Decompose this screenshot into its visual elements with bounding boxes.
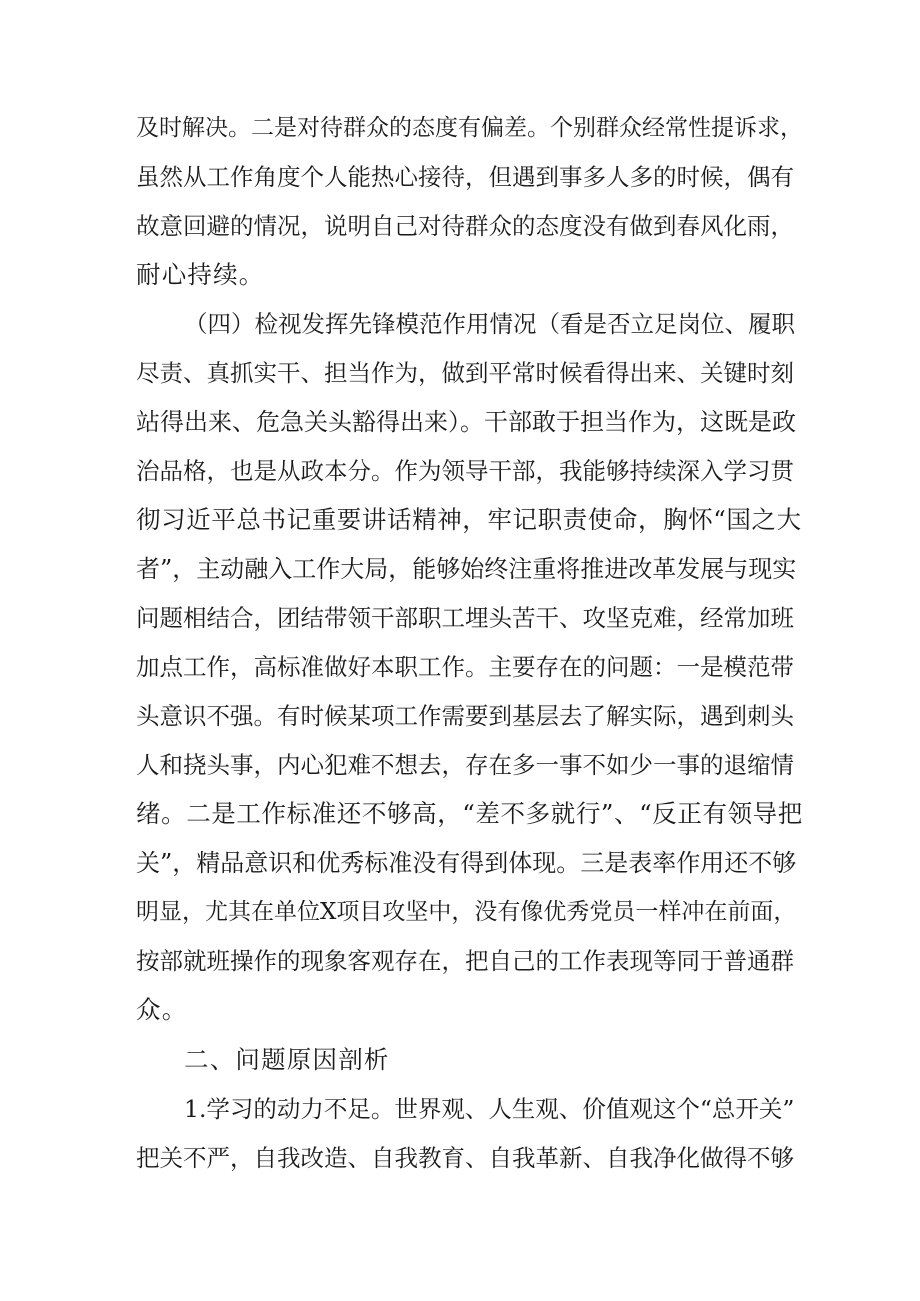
paragraph-2-line-2: 尽责、真抓实干、担当作为，做到平常时候看得出来、关键时刻: [136, 359, 794, 387]
paragraph-2-line-6: 者”，主动融入工作大局，能够始终注重将推进改革发展与现实: [136, 555, 797, 583]
paragraph-1-line-1: 及时解决。二是对待群众的态度有偏差。个别群众经常性提诉求，: [136, 115, 803, 141]
paragraph-2-line-4: 治品格，也是从政本分。作为领导干部，我能够持续深入学习贯: [136, 457, 794, 485]
paragraph-2-line-10: 人和挠头事，内心犯难不想去，存在多一事不如少一事的退缩情: [136, 751, 794, 779]
paragraph-2-line-8: 加点工作，高标准做好本职工作。主要存在的问题：一是模范带: [136, 653, 794, 681]
section-heading: 二、问题原因剖析: [184, 1045, 390, 1074]
paragraph-2-line-12: 关”，精品意识和优秀标准没有得到体现。三是表率作用还不够: [136, 849, 797, 877]
paragraph-2-line-5: 彻习近平总书记重要讲话精神，牢记职责使命，胸怀“国之大: [136, 505, 802, 534]
paragraph-2-line-1: （四）检视发挥先锋模范作用情况（看是否立足岗位、履职: [184, 310, 795, 338]
paragraph-1-line-4: 耐心持续。: [136, 260, 265, 289]
paragraph-2-line-11: 绪。二是工作标准还不够高，“差不多就行”、“反正有领导把: [136, 799, 803, 828]
paragraph-1-line-2: 虽然从工作角度个人能热心接待，但遇到事多人多的时候，偶有: [136, 163, 794, 191]
paragraph-3-line-1: 1.学习的动力不足。世界观、人生观、价值观这个“总开关”: [184, 1095, 795, 1123]
paragraph-2-line-13: 明显，尤其在单位X项目攻坚中，没有像优秀党员一样冲在前面，: [136, 899, 797, 925]
paragraph-2-line-3: 站得出来、危急关头豁得出来）。干部敢于担当作为，这既是政: [136, 408, 796, 436]
paragraph-2-line-7: 问题相结合，团结带领干部职工埋头苦干、攻坚克难，经常加班: [136, 604, 794, 632]
paragraph-2-line-9: 头意识不强。有时候某项工作需要到基层去了解实际，遇到刺头: [136, 702, 794, 730]
paragraph-2-line-15: 众。: [136, 995, 188, 1024]
paragraph-3-line-2: 把关不严，自我改造、自我教育、自我革新、自我净化做得不够: [136, 1144, 794, 1172]
paragraph-2-line-14: 按部就班操作的现象客观存在，把自己的工作表现等同于普通群: [136, 947, 794, 975]
paragraph-1-line-3: 故意回避的情况，说明自己对待群众的态度没有做到春风化雨，: [136, 212, 794, 240]
